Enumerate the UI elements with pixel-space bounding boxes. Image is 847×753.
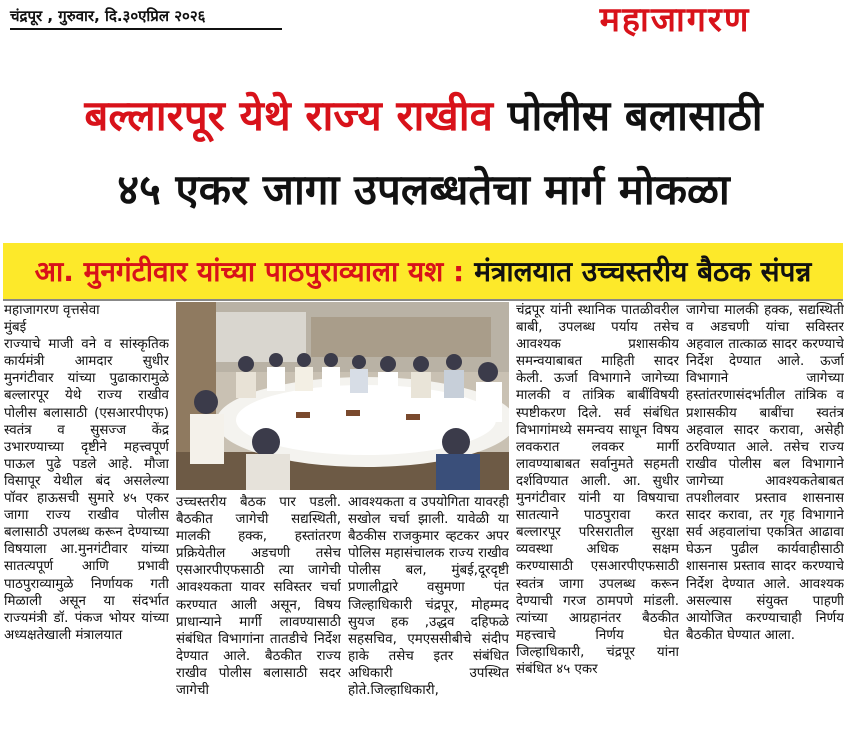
byline-place: मुंबई xyxy=(4,320,27,336)
column-1-text: राज्याचे माजी वने व सांस्कृतिक कार्यमंत्री आमदार सुधीर मुनगंटीवार यांच्या पुढाकारामुळे बल्लारपूर येथे राज्य राखीव पोलीस बलासाठी (एसआरपीएफ) स्वतंत्र व सुसज्ज केंद्र उभारण्याच्या दृष्टीने महत्त्वपूर्ण पाऊल पुढे पडले आहे. मौजा विसापूर येथील बंद असलेल्या पॉवर हाऊसची सुमारे ४५ एकर जागा राज्य राखीव पोलीस बलासाठी उपलब्ध करून देण्याच्या विषयाला आ.मुनगंटीवार यांच्या सातत्यपूर्ण आणि प्रभावी पाठपुराव्यामुळे निर्णायक गती मिळाली असून या संदर्भात राज्यमंत्री डॉ. पंकज भोयर यांच्या अध्यक्षतेखाली मंत्रालयात xyxy=(4,337,169,643)
subhead-red-part: आ. मुनगंटीवार यांच्या पाठपुराव्याला यश : xyxy=(34,255,465,288)
headline-red-part: बल्लारपूर येथे राज्य राखीव xyxy=(84,91,493,140)
subhead-banner xyxy=(3,243,843,301)
article-column-4: चंद्रपूर यांनी स्थानिक पातळीवरील बाबी, उपलब्ध पर्याय तसेच आवश्यक प्रशासकीय समन्वयाबाबत माहिती सादर केली. ऊर्जा विभागाने जागेच्या मालकी व तांत्रिक बाबींविषयी स्पष्टीकरण दिले. सर्व संबंधित विभागांमध्ये समन्वय साधून विषय लवकरात लवकर मार्गी लावण्याबाबत सर्वानुमते सहमती दर्शविण्यात आली. आ. सुधीर मुनगंटीवार यांनी या विषयाचा सातत्याने पाठपुरावा करत बल्लारपूर परिसरातील सुरक्षा व्यवस्था अधिक सक्षम करण्यासाठी एसआरपीएफसाठी स्वतंत्र जागा उपलब्ध करून देण्याची गरज ठामपणे मांडली. त्यांच्या आग्रहानंतर बैठकीत महत्त्वाचे निर्णय घेत जिल्हाधिकारी, चंद्रपूर यांना संबंधित ४५ एकर xyxy=(516,303,679,677)
article-column-2: उच्चस्तरीय बैठक पार पडली. बैठकीत जागेची सद्यस्थिती, मालकी हक्क, हस्तांतरण प्रक्रियेतील अडचणी तसेच एसआरपीएफसाठी त्या जागेची आवश्यकता यावर सविस्तर चर्चा करण्यात आली असून, विषय प्राधान्याने मार्गी लावण्यासाठी संबंधित विभागांना तातडीचे निर्देश देण्यात आले. बैठकीत राज्य राखीव पोलीस बलासाठी सदर जागेची xyxy=(176,495,341,699)
dateline: चंद्रपूर , गुरुवार, दि.३०एप्रिल २०२६ xyxy=(10,7,206,25)
article-column-1 xyxy=(4,302,169,752)
headline-black-part: पोलीस बलासाठी xyxy=(507,91,763,140)
dateline-underline xyxy=(10,28,282,30)
headline-line-1 xyxy=(0,88,847,144)
byline-agency: महाजागरण वृत्तसेवा xyxy=(4,303,100,318)
masthead-logo: महाजागरण xyxy=(599,0,751,40)
subhead-black-part: मंत्रालयात उच्चस्तरीय बैठक संपन्न xyxy=(474,255,812,288)
meeting-photo xyxy=(176,302,509,490)
meeting-photo-illustration xyxy=(176,302,509,490)
article-column-3: आवश्यकता व उपयोगिता यावरही सखोल चर्चा झाली. यावेळी या बैठकीस राजकुमार व्हटकर अपर पोलिस महासंचालक राज्य राखीव पोलीस बल, मुंबई,दूरदृष्टी प्रणालीद्वारे वसुमणा पंत जिल्हाधिकारी चंद्रपूर, मोहम्मद सुयज हक ,उद्धव दहिफळे सहसचिव, एमएससीबीचे संदीप हाके तसेच इतर संबंधित अधिकारी उपस्थित होते.जिल्हाधिकारी, xyxy=(348,495,509,699)
headline-line-2: ४५ एकर जागा उपलब्धतेचा मार्ग मोकळा xyxy=(117,165,730,214)
article-column-5: जागेचा मालकी हक्क, सद्यस्थिती व अडचणी यांचा सविस्तर अहवाल तात्काळ सादर करण्याचे निर्देश देण्यात आले. ऊर्जा विभागाने जागेच्या हस्तांतरणासंदर्भातील तांत्रिक व प्रशासकीय बाबींचा स्वतंत्र अहवाल सादर करावा, असेही ठरविण्यात आले. तसेच राज्य राखीव पोलीस बल विभागाने जागेच्या आवश्यकतेबाबत तपशीलवार प्रस्ताव शासनास सादर करावा, तर गृह विभागाने सर्व अहवालांचा एकत्रित आढावा घेऊन पुढील कार्यवाहीसाठी शासनास प्रस्ताव सादर करण्याचे निर्देश देण्यात आले. आवश्यक असल्यास संयुक्त पाहणी आयोजित करण्याचाही निर्णय बैठकीत घेण्यात आला. xyxy=(686,303,844,643)
